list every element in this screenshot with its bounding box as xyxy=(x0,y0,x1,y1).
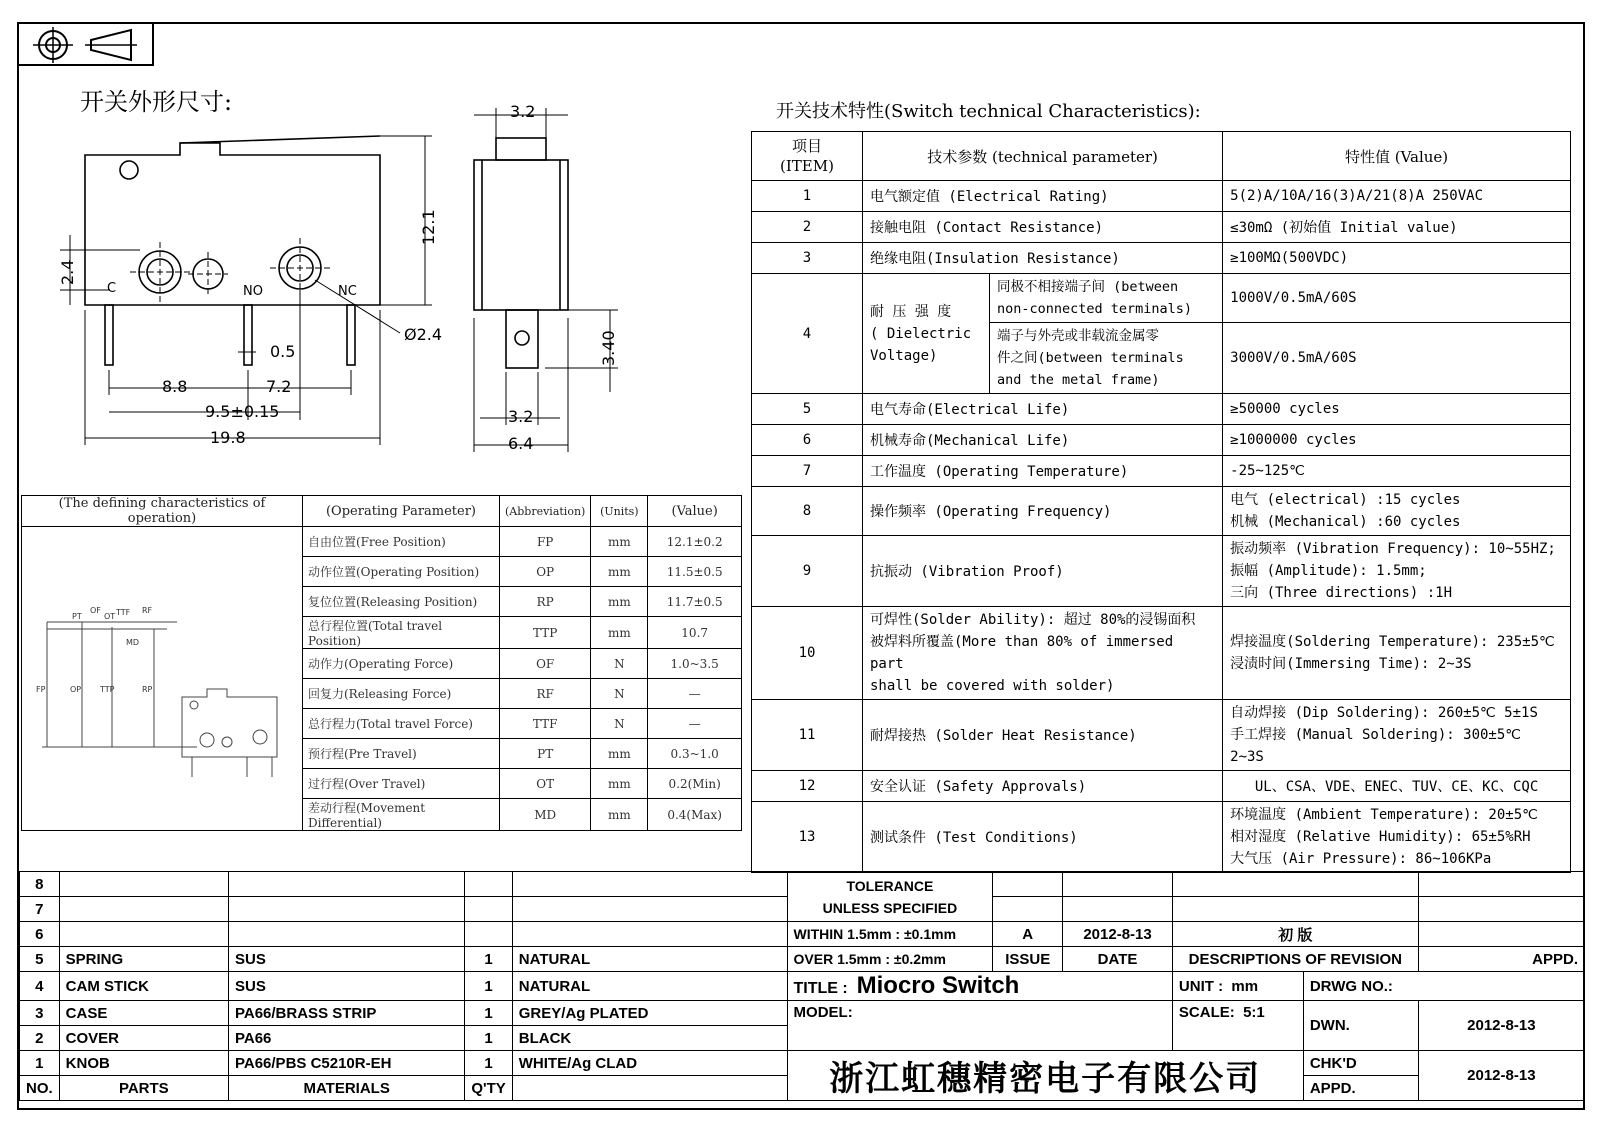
mount-hole-top xyxy=(120,161,138,179)
op-abbr: TTF xyxy=(500,709,591,739)
diagram-label-ttp: TTP xyxy=(100,685,115,694)
spec-header-item-en: (ITEM) xyxy=(780,157,834,175)
bom-finish: GREY/Ag PLATED xyxy=(512,1001,787,1026)
issue-label: ISSUE xyxy=(993,947,1063,972)
diagram-label-md: MD xyxy=(126,638,140,647)
spec-value: UL、CSA、VDE、ENEC、TUV、CE、KC、CQC xyxy=(1223,771,1571,802)
dim-side-width: 6.4 xyxy=(508,434,534,453)
dielectric-sub2-line: and the metal frame) xyxy=(997,372,1160,388)
spec-value-line: 相对湿度 (Relative Humidity): 65±5%RH xyxy=(1230,829,1531,845)
bom-row-no: 7 xyxy=(20,897,60,922)
spec-param: 耐焊接热 (Solder Heat Resistance) xyxy=(863,700,1223,771)
spec-value: ≥50000 cycles xyxy=(1223,394,1571,425)
bom-footer-materials: MATERIALS xyxy=(228,1076,464,1101)
over-tolerance: OVER 1.5mm : ±0.2mm xyxy=(787,947,993,972)
bom-material: PA66 xyxy=(228,1026,464,1051)
op-param: 回复力(Releasing Force) xyxy=(303,679,500,709)
spec-value: ≥1000000 cycles xyxy=(1223,425,1571,456)
appd-label: APPD. xyxy=(1418,947,1584,972)
spec-value-line: 机械 (Mechanical) :60 cycles xyxy=(1230,514,1461,530)
op-abbr: RP xyxy=(500,587,591,617)
bom-part: CAM STICK xyxy=(59,972,228,1001)
op-unit: mm xyxy=(591,617,648,649)
dielectric-sub2-line: 端子与外壳或非载流金属零 xyxy=(997,328,1159,344)
op-value: 1.0~3.5 xyxy=(648,649,742,679)
op-unit: mm xyxy=(591,557,648,587)
spec-no: 5 xyxy=(752,394,863,425)
spec-no: 1 xyxy=(752,181,863,212)
bom-finish: WHITE/Ag CLAD xyxy=(512,1051,787,1076)
spec-param: 电气寿命(Electrical Life) xyxy=(863,394,1223,425)
title-value: Miocro Switch xyxy=(856,972,1020,999)
pin-c xyxy=(105,305,113,365)
op-param: 总行程位置(Total travel Position) xyxy=(303,617,500,649)
op-unit: N xyxy=(591,649,648,679)
pin-label-no: NO xyxy=(243,284,263,299)
unless-label: UNLESS SPECIFIED xyxy=(822,899,958,916)
spec-value-line: 振幅 (Amplitude): 1.5mm; xyxy=(1230,563,1427,579)
op-unit: mm xyxy=(591,739,648,769)
date-label: DATE xyxy=(1063,947,1173,972)
diagram-label-ttf: TTF xyxy=(116,608,131,617)
op-unit: N xyxy=(591,709,648,739)
dim-pin-width: 0.5 xyxy=(270,342,296,361)
op-unit: mm xyxy=(591,799,648,831)
spec-value-line: 振动频率 (Vibration Frequency): 10~55HZ; xyxy=(1230,541,1556,557)
drawing-number-label: DRWG NO.: xyxy=(1303,972,1584,1001)
diagram-label-pt: PT xyxy=(72,612,82,621)
side-pin xyxy=(506,310,538,368)
bom-material: PA66/BRASS STRIP xyxy=(228,1001,464,1026)
op-param: 动作位置(Operating Position) xyxy=(303,557,500,587)
diagram-label-op: OP xyxy=(70,685,82,694)
op-header-defining: (The defining characteristics of operation) xyxy=(22,496,303,527)
op-param: 复位位置(Releasing Position) xyxy=(303,587,500,617)
unit-label: UNIT : xyxy=(1178,977,1224,995)
spec-param: 测试条件 (Test Conditions) xyxy=(863,802,1223,873)
spec-param-line: 可焊性(Solder Ability): 超过 80%的浸锡面积 xyxy=(870,612,1196,628)
op-abbr: PT xyxy=(500,739,591,769)
spec-value: -25~125℃ xyxy=(1223,456,1571,487)
spec-no: 8 xyxy=(752,487,863,536)
op-value: — xyxy=(648,709,742,739)
bom-no: 5 xyxy=(20,947,60,972)
op-param: 过行程(Over Travel) xyxy=(303,769,500,799)
operation-diagram xyxy=(22,527,292,821)
revision-letter: A xyxy=(993,922,1063,947)
op-abbr: OT xyxy=(500,769,591,799)
spec-param: 电气额定值 (Electrical Rating) xyxy=(863,181,1223,212)
dim-no-nc: 7.2 xyxy=(266,377,292,396)
spec-no: 3 xyxy=(752,243,863,274)
spec-value-line: 自动焊接 (Dip Soldering): 260±5℃ 5±1S xyxy=(1230,705,1538,721)
spec-param: 安全认证 (Safety Approvals) xyxy=(863,771,1223,802)
scale-label: SCALE: xyxy=(1178,1004,1235,1021)
bom-material: SUS xyxy=(228,947,464,972)
spec-value-line: 电气 (electrical) :15 cycles xyxy=(1230,492,1461,508)
spec-header-item: 项目 xyxy=(791,137,822,155)
op-abbr: TTP xyxy=(500,617,591,649)
dielectric-label-line: 耐 压 强 度 xyxy=(870,303,952,320)
spec-value-line: 环境温度 (Ambient Temperature): 20±5℃ xyxy=(1230,807,1538,823)
dim-c-no: 8.8 xyxy=(162,377,188,396)
title-label: TITLE : xyxy=(793,980,848,997)
dielectric-label-line: ( Dielectric xyxy=(870,325,972,342)
bom-no: 1 xyxy=(20,1051,60,1076)
switch-body-outline xyxy=(85,143,380,305)
bom-no: 4 xyxy=(20,972,60,1001)
op-unit: mm xyxy=(591,587,648,617)
diagram-label-rf: RF xyxy=(142,606,153,615)
spec-value: ≥100MΩ(500VDC) xyxy=(1223,243,1571,274)
bom-no: 2 xyxy=(20,1026,60,1051)
spec-no: 13 xyxy=(752,802,863,873)
unit-value: mm xyxy=(1231,977,1259,995)
side-pin-hole xyxy=(515,331,529,345)
spec-value-line: 三向 (Three directions) :1H xyxy=(1230,585,1453,601)
operation-table xyxy=(21,495,742,831)
diagram-label-fp: FP xyxy=(36,685,46,694)
scale-value: 5:1 xyxy=(1243,1004,1265,1021)
op-unit: mm xyxy=(591,769,648,799)
appd2-label: APPD. xyxy=(1303,1076,1418,1101)
spec-param: 机械寿命(Mechanical Life) xyxy=(863,425,1223,456)
company-name: 浙江虹穗精密电子有限公司 xyxy=(787,1051,1303,1101)
title-block-table xyxy=(19,871,1585,1101)
bom-qty: 1 xyxy=(465,1001,512,1026)
spec-param: 抗振动 (Vibration Proof) xyxy=(863,536,1223,607)
op-param: 差动行程(Movement Differential) xyxy=(303,799,500,831)
op-value: 12.1±0.2 xyxy=(648,527,742,557)
dim-pin-offset: 2.4 xyxy=(58,259,77,285)
op-param: 总行程力(Total travel Force) xyxy=(303,709,500,739)
descriptions-label: DESCRIPTIONS OF REVISION xyxy=(1172,947,1418,972)
model-label: MODEL: xyxy=(787,1001,1172,1051)
diagram-label-of: OF xyxy=(90,606,101,615)
op-header-abbr: (Abbreviation) xyxy=(500,496,591,527)
dwn-date: 2012-8-13 xyxy=(1418,1001,1584,1051)
op-value: 11.7±0.5 xyxy=(648,587,742,617)
switch-outline-drawing xyxy=(0,0,720,480)
dielectric-val2: 3000V/0.5mA/60S xyxy=(1223,323,1571,394)
spec-no: 9 xyxy=(752,536,863,607)
op-value: 0.4(Max) xyxy=(648,799,742,831)
op-header-units: (Units) xyxy=(591,496,648,527)
revision-description: 初 版 xyxy=(1172,922,1418,947)
spec-value-line: 浸渍时间(Immersing Time): 2~3S xyxy=(1230,656,1472,672)
bom-footer-no: NO. xyxy=(20,1076,60,1101)
bom-footer-qty: Q'TY xyxy=(465,1076,512,1101)
bom-qty: 1 xyxy=(465,972,512,1001)
pin-label-nc: NC xyxy=(338,284,357,299)
bom-qty: 1 xyxy=(465,1026,512,1051)
dim-side-pin: 3.2 xyxy=(508,407,534,426)
spec-param: 接触电阻 (Contact Resistance) xyxy=(863,212,1223,243)
spec-value: 5(2)A/10A/16(3)A/21(8)A 250VAC xyxy=(1223,181,1571,212)
dimensions-heading: 开关外形尺寸: xyxy=(80,88,233,116)
bom-no: 3 xyxy=(20,1001,60,1026)
side-knob xyxy=(496,138,546,160)
dim-pin-len: 3.40 xyxy=(599,330,618,366)
dim-c-nc: 9.5±0.15 xyxy=(205,402,280,421)
dielectric-sub1-line: 同极不相接端子间 (between xyxy=(997,279,1179,295)
bom-qty: 1 xyxy=(465,947,512,972)
op-value: — xyxy=(648,679,742,709)
dielectric-sub2-line: 件之间(between terminals xyxy=(997,350,1184,366)
tech-heading: 开关技术特性(Switch technical Characteristics): xyxy=(776,101,1201,122)
revision-date: 2012-8-13 xyxy=(1063,922,1173,947)
op-header-value: (Value) xyxy=(648,496,742,527)
dielectric-sub1-line: non-connected terminals) xyxy=(997,301,1193,317)
spec-header-value: 特性值 (Value) xyxy=(1223,132,1571,181)
op-value: 10.7 xyxy=(648,617,742,649)
dwn-label: DWN. xyxy=(1303,1001,1418,1051)
op-unit: mm xyxy=(591,527,648,557)
bom-material: SUS xyxy=(228,972,464,1001)
spec-no: 7 xyxy=(752,456,863,487)
spec-no: 12 xyxy=(752,771,863,802)
dim-height: 12.1 xyxy=(419,209,438,245)
op-param: 预行程(Pre Travel) xyxy=(303,739,500,769)
within-tolerance: WITHIN 1.5mm : ±0.1mm xyxy=(787,922,993,947)
op-value: 11.5±0.5 xyxy=(648,557,742,587)
pin-label-c: C xyxy=(107,281,117,296)
op-unit: N xyxy=(591,679,648,709)
spec-param-line: 被焊料所覆盖(More than 80% of immersed part xyxy=(870,634,1174,672)
spec-value: ≤30mΩ (初始值 Initial value) xyxy=(1223,212,1571,243)
bom-row-no: 8 xyxy=(20,872,60,897)
bom-material: PA66/PBS C5210R-EH xyxy=(228,1051,464,1076)
tolerance-label: TOLERANCE xyxy=(846,877,934,894)
spec-header-param: 技术参数 (technical parameter) xyxy=(863,132,1223,181)
bom-part: CASE xyxy=(59,1001,228,1026)
op-param: 动作力(Operating Force) xyxy=(303,649,500,679)
spec-param: 工作温度 (Operating Temperature) xyxy=(863,456,1223,487)
dielectric-val1: 1000V/0.5mA/60S xyxy=(1223,274,1571,323)
bom-footer-parts: PARTS xyxy=(59,1076,228,1101)
side-body xyxy=(474,160,568,310)
op-abbr: OF xyxy=(500,649,591,679)
op-param: 自由位置(Free Position) xyxy=(303,527,500,557)
spec-no: 11 xyxy=(752,700,863,771)
spec-value-line: 大气压 (Air Pressure): 86~106KPa xyxy=(1230,851,1492,867)
dim-hole: Ø2.4 xyxy=(404,325,443,344)
spec-param: 绝缘电阻(Insulation Resistance) xyxy=(863,243,1223,274)
spec-param: 操作频率 (Operating Frequency) xyxy=(863,487,1223,536)
bom-part: SPRING xyxy=(59,947,228,972)
spec-no: 2 xyxy=(752,212,863,243)
diagram-label-ot: OT xyxy=(104,612,116,621)
bom-finish: NATURAL xyxy=(512,972,787,1001)
bom-part: KNOB xyxy=(59,1051,228,1076)
spec-no: 4 xyxy=(752,274,863,394)
chkd-date: 2012-8-13 xyxy=(1418,1051,1584,1101)
bom-row-no: 6 xyxy=(20,922,60,947)
op-abbr: MD xyxy=(500,799,591,831)
spec-value-line: 手工焊接 (Manual Soldering): 300±5℃ 2~3S xyxy=(1230,727,1522,765)
spec-no: 6 xyxy=(752,425,863,456)
chkd-label: CHK'D xyxy=(1303,1051,1418,1076)
op-abbr: RF xyxy=(500,679,591,709)
spec-param-line: shall be covered with solder) xyxy=(870,678,1115,694)
op-value: 0.2(Min) xyxy=(648,769,742,799)
dielectric-label-line: Voltage) xyxy=(870,347,938,364)
bom-finish: NATURAL xyxy=(512,947,787,972)
op-header-param: (Operating Parameter) xyxy=(303,496,500,527)
dim-width-top: 3.2 xyxy=(510,102,536,121)
spec-no: 10 xyxy=(752,607,863,700)
op-abbr: FP xyxy=(500,527,591,557)
bom-finish: BLACK xyxy=(512,1026,787,1051)
dim-body-length: 19.8 xyxy=(210,428,246,447)
diagram-label-rp: RP xyxy=(142,685,153,694)
spec-table xyxy=(751,131,1571,873)
op-value: 0.3~1.0 xyxy=(648,739,742,769)
pin-nc xyxy=(347,305,355,365)
pin-no xyxy=(244,305,252,365)
bom-qty: 1 xyxy=(465,1051,512,1076)
op-abbr: OP xyxy=(500,557,591,587)
spec-value-line: 焊接温度(Soldering Temperature): 235±5℃ xyxy=(1230,634,1555,650)
bom-part: COVER xyxy=(59,1026,228,1051)
